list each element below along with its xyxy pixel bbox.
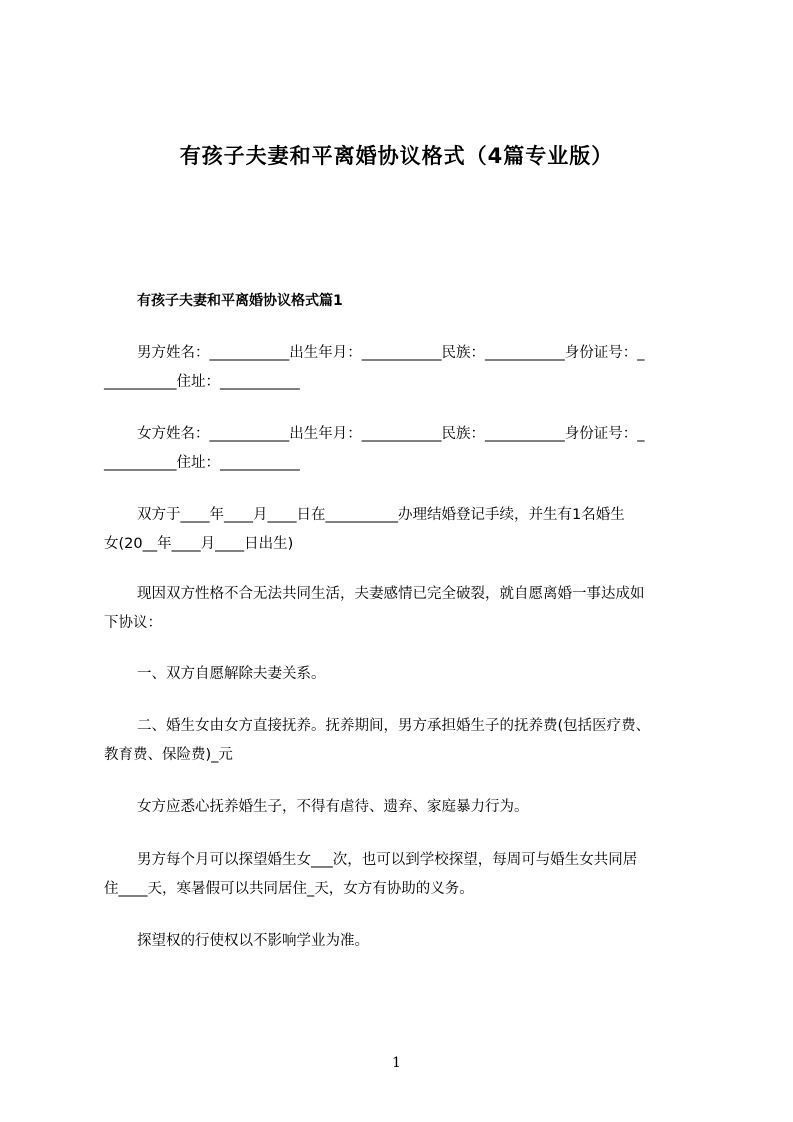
document-title: 有孩子夫妻和平离婚协议格式（4篇专业版） (179, 144, 614, 168)
paragraph-care-obligation (104, 793, 704, 822)
paragraph-reason (104, 580, 704, 638)
paragraph-male-info (104, 339, 704, 397)
paragraph-line: 女(20__年____月____日出生) (104, 536, 294, 552)
paragraph-line: 男方每个月可以探望婚生女___次，也可以到学校探望，每周可与婚生女共同居 (137, 852, 638, 868)
paragraph-female-info (104, 420, 704, 478)
paragraph-line: 双方于____年____月____日在__________办理结婚登记手续，并生有1名婚生 (137, 507, 625, 523)
paragraph-line: 住____天，寒暑假可以共同居住_天，女方有协助的义务。 (104, 881, 474, 897)
paragraph-line: 二、婚生女由女方直接抚养。抚养期间，男方承担婚生子的抚养费(包括医疗费、 (137, 718, 651, 734)
section-heading: 有孩子夫妻和平离婚协议格式篇1 (137, 293, 343, 309)
page-number: 1 (392, 1055, 401, 1071)
paragraph-line: 下协议： (104, 615, 162, 631)
paragraph-clause-2 (104, 712, 704, 770)
paragraph-clause-1 (104, 660, 704, 689)
paragraph-line: __________住址：___________ (104, 374, 300, 390)
paragraph-visitation-rule (104, 927, 704, 956)
paragraph-visitation (104, 846, 704, 904)
paragraph-line: 一、双方自愿解除夫妻关系。 (137, 666, 326, 682)
paragraph-line: 女方姓名：___________出生年月：___________民族：___________身份证号：_ (137, 426, 645, 442)
paragraph-line: 男方姓名：___________出生年月：___________民族：___________身份证号：_ (137, 345, 645, 361)
paragraph-marriage-registration (104, 501, 704, 559)
paragraph-line: __________住址：___________ (104, 455, 300, 471)
paragraph-line: 探望权的行使权以不影响学业为准。 (137, 933, 369, 949)
paragraph-line: 教育费、保险费)_元 (104, 747, 233, 763)
paragraph-line: 现因双方性格不合无法共同生活，夫妻感情已完全破裂，就自愿离婚一事达成如 (137, 586, 645, 602)
paragraph-line: 女方应悉心抚养婚生子，不得有虐待、遗弃、家庭暴力行为。 (137, 799, 529, 815)
